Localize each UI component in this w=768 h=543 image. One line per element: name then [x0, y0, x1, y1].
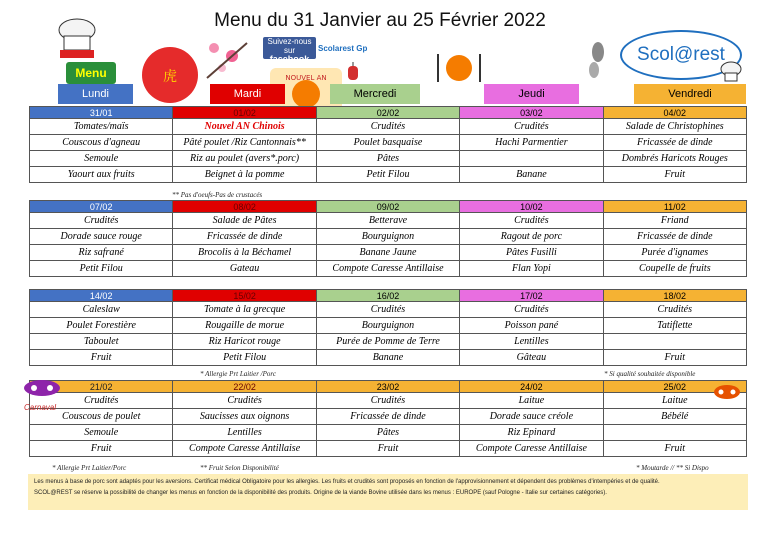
menu-cell: Nouvel AN Chinois — [173, 119, 316, 135]
chef-hat-icon — [52, 16, 102, 67]
date-cell: 22/02 — [173, 381, 316, 393]
week-3-table — [29, 289, 747, 366]
menu-cell: Compote Caresse Antillaise — [460, 441, 603, 457]
menu-cell: Purée d'ignames — [603, 245, 746, 261]
menu-cell: Saucisses aux oignons — [173, 409, 316, 425]
menu-cell: Crudités — [316, 302, 459, 318]
date-cell: 17/02 — [460, 290, 603, 302]
brand-logo: Scol@rest — [620, 30, 742, 80]
date-cell: 18/02 — [603, 290, 746, 302]
date-cell: 11/02 — [603, 201, 746, 213]
week-2-table — [29, 200, 747, 277]
menu-cell: Bébélé — [603, 409, 746, 425]
menu-cell: Crudités — [603, 302, 746, 318]
menu-cell: Betterave — [316, 213, 459, 229]
footer-line2: SCOL@REST se réserve la possibilité de changer les menus en fonction de la disponibilité des produits. Origine de la viande Bovine utilisée dans les menus : EUROPE (sauf Pologne - Italie sur certaines catégories). — [34, 490, 607, 496]
menu-cell: Riz Haricot rouge — [173, 334, 316, 350]
day-header-mardi: Mardi — [210, 84, 285, 104]
menu-cell: Gateau — [173, 261, 316, 277]
menu-cell — [603, 334, 746, 350]
facebook-group: Scolarest Gp — [318, 44, 368, 53]
menu-cell: Fricassée de dinde — [603, 229, 746, 245]
blossom-icon — [202, 38, 252, 88]
date-cell: 02/02 — [316, 107, 459, 119]
menu-cell: Salade de Pâtes — [173, 213, 316, 229]
week-4-table — [29, 380, 747, 457]
menu-cell: Pâté poulet /Riz Cantonnais** — [173, 135, 316, 151]
menu-cell: Pâtes Fusilli — [460, 245, 603, 261]
facebook-badge[interactable] — [263, 37, 316, 64]
date-cell: 24/02 — [460, 381, 603, 393]
date-cell: 10/02 — [460, 201, 603, 213]
menu-cell: Riz safrané — [30, 245, 173, 261]
menu-cell: Petit Filou — [316, 167, 459, 183]
menu-cell: Yaourt aux fruits — [30, 167, 173, 183]
menu-cell: Crudités — [460, 213, 603, 229]
menu-cell: Couscous de poulet — [30, 409, 173, 425]
menu-cell: Riz au poulet (avers*.porc) — [173, 151, 316, 167]
date-cell: 25/02 — [603, 381, 746, 393]
leaf-icon — [584, 40, 612, 85]
menu-cell: Fruit — [603, 350, 746, 366]
date-cell: 31/01 — [30, 107, 173, 119]
menu-cell: Hachi Parmentier — [460, 135, 603, 151]
menu-cell: Fruit — [603, 167, 746, 183]
menu-cell: Poulet basquaise — [316, 135, 459, 151]
menu-cell: Pâtes — [316, 425, 459, 441]
menu-cell: Couscous d'agneau — [30, 135, 173, 151]
menu-cell: Compote Caresse Antillaise — [316, 261, 459, 277]
date-cell: 21/02 — [30, 381, 173, 393]
carnival-label: Carnaval — [24, 403, 57, 412]
date-cell: 16/02 — [316, 290, 459, 302]
date-cell: 08/02 — [173, 201, 316, 213]
facebook-line2: facebook — [269, 54, 310, 64]
note-eggs: ** Pas d'oeufs-Pas de crustacés — [172, 191, 263, 199]
menu-cell: Caleslaw — [30, 302, 173, 318]
day-header-vendredi: Vendredi — [634, 84, 746, 104]
menu-cell: Fruit — [30, 441, 173, 457]
menu-cell: Salade de Christophines — [603, 119, 746, 135]
menu-cell: Tomate à la grecque — [173, 302, 316, 318]
menu-cell: Purée de Pomme de Terre — [316, 334, 459, 350]
day-header-mercredi: Mercredi — [330, 84, 420, 104]
menu-cell: Petit Filou — [30, 261, 173, 277]
menu-cell: Banane — [316, 350, 459, 366]
menu-cell: Crudités — [460, 302, 603, 318]
menu-cell: Banane — [460, 167, 603, 183]
menu-cell: Fricassée de dinde — [173, 229, 316, 245]
menu-cell: Lentilles — [173, 425, 316, 441]
menu-cell — [603, 425, 746, 441]
menu-cell: Gâteau — [460, 350, 603, 366]
week-1-table — [29, 106, 747, 183]
menu-cell: Taboulet — [30, 334, 173, 350]
menu-cell: Beignet à la pomme — [173, 167, 316, 183]
svg-text:虎: 虎 — [163, 69, 177, 85]
date-cell: 15/02 — [173, 290, 316, 302]
menu-cell: Bourguignon — [316, 318, 459, 334]
menu-cell: Banane Jaune — [316, 245, 459, 261]
menu-cell: Laitue — [603, 393, 746, 409]
note-quality: * Si qualité souhaitée disponible — [604, 370, 696, 378]
menu-board-icon: Menu — [66, 62, 116, 84]
menu-cell: Fricassée de dinde — [316, 409, 459, 425]
footer-line1: Les menus à base de porc sont adaptés pour les aversions. Certificat médical Obligatoire pour les allergies. Les fruits et crudités sont proposés en fonction de l'approvisionnement et dépendent des problèmes d'intempéries et de qualité. — [34, 479, 660, 485]
date-cell: 03/02 — [460, 107, 603, 119]
day-header-lundi: Lundi — [58, 84, 133, 104]
menu-cell: Dorade sauce rouge — [30, 229, 173, 245]
menu-cell: Coupelle de fruits — [603, 261, 746, 277]
day-header-jeudi: Jeudi — [484, 84, 579, 104]
note-fruit: ** Fruit Selon Disponibilité — [200, 464, 279, 472]
menu-cell: Lentilles — [460, 334, 603, 350]
date-cell: 09/02 — [316, 201, 459, 213]
menu-cell — [460, 151, 603, 167]
menu-cell: Crudités — [316, 393, 459, 409]
menu-cell: Semoule — [30, 425, 173, 441]
menu-cell: Fruit — [30, 350, 173, 366]
menu-cell: Compote Caresse Antillaise — [173, 441, 316, 457]
date-cell: 01/02 — [173, 107, 316, 119]
menu-cell: Crudités — [173, 393, 316, 409]
plate-icon — [432, 50, 486, 91]
menu-cell: Dombrés Haricots Rouges — [603, 151, 746, 167]
menu-cell: Brocolis à la Béchamel — [173, 245, 316, 261]
menu-cell: Crudités — [30, 393, 173, 409]
menu-cell: Rougaille de morue — [173, 318, 316, 334]
menu-cell: Dorade sauce créole — [460, 409, 603, 425]
menu-cell: Bourguignon — [316, 229, 459, 245]
date-cell: 23/02 — [316, 381, 459, 393]
menu-cell: Laitue — [460, 393, 603, 409]
menu-cell: Riz Epinard — [460, 425, 603, 441]
menu-cell: Crudités — [460, 119, 603, 135]
menu-cell: Fruit — [316, 441, 459, 457]
date-cell: 07/02 — [30, 201, 173, 213]
menu-cell: Petit Filou — [173, 350, 316, 366]
note-mustard: * Moutarde // ** Si Dispo — [636, 464, 709, 472]
menu-cell: Crudités — [316, 119, 459, 135]
menu-cell: Tatiflette — [603, 318, 746, 334]
menu-cell: Fruit — [603, 441, 746, 457]
menu-cell: Flan Yopi — [460, 261, 603, 277]
carnival-mask-right-icon — [712, 382, 742, 407]
menu-cell: Poisson pané — [460, 318, 603, 334]
menu-cell: Ragout de porc — [460, 229, 603, 245]
menu-cell: Fricassée de dinde — [603, 135, 746, 151]
note-allergy-1: * Allergie Prt Laitier /Porc — [200, 370, 276, 378]
chinese-new-year-icon — [130, 45, 210, 110]
date-cell: 14/02 — [30, 290, 173, 302]
date-cell: 04/02 — [603, 107, 746, 119]
menu-cell: Tomates/maïs — [30, 119, 173, 135]
facebook-line1: Suivez-nous sur — [267, 37, 312, 55]
note-allergy-2: * Allergie Prt Laitier/Porc — [52, 464, 127, 472]
menu-cell: Pâtes — [316, 151, 459, 167]
menu-cell: Friand — [603, 213, 746, 229]
menu-cell: Crudités — [30, 213, 173, 229]
menu-cell: Poulet Forestière — [30, 318, 173, 334]
footer-disclaimer — [28, 474, 748, 510]
svg-text:NOUVEL AN: NOUVEL AN — [285, 74, 327, 82]
page-title: Menu du 31 Janvier au 25 Février 2022 — [214, 10, 546, 31]
menu-cell: Semoule — [30, 151, 173, 167]
